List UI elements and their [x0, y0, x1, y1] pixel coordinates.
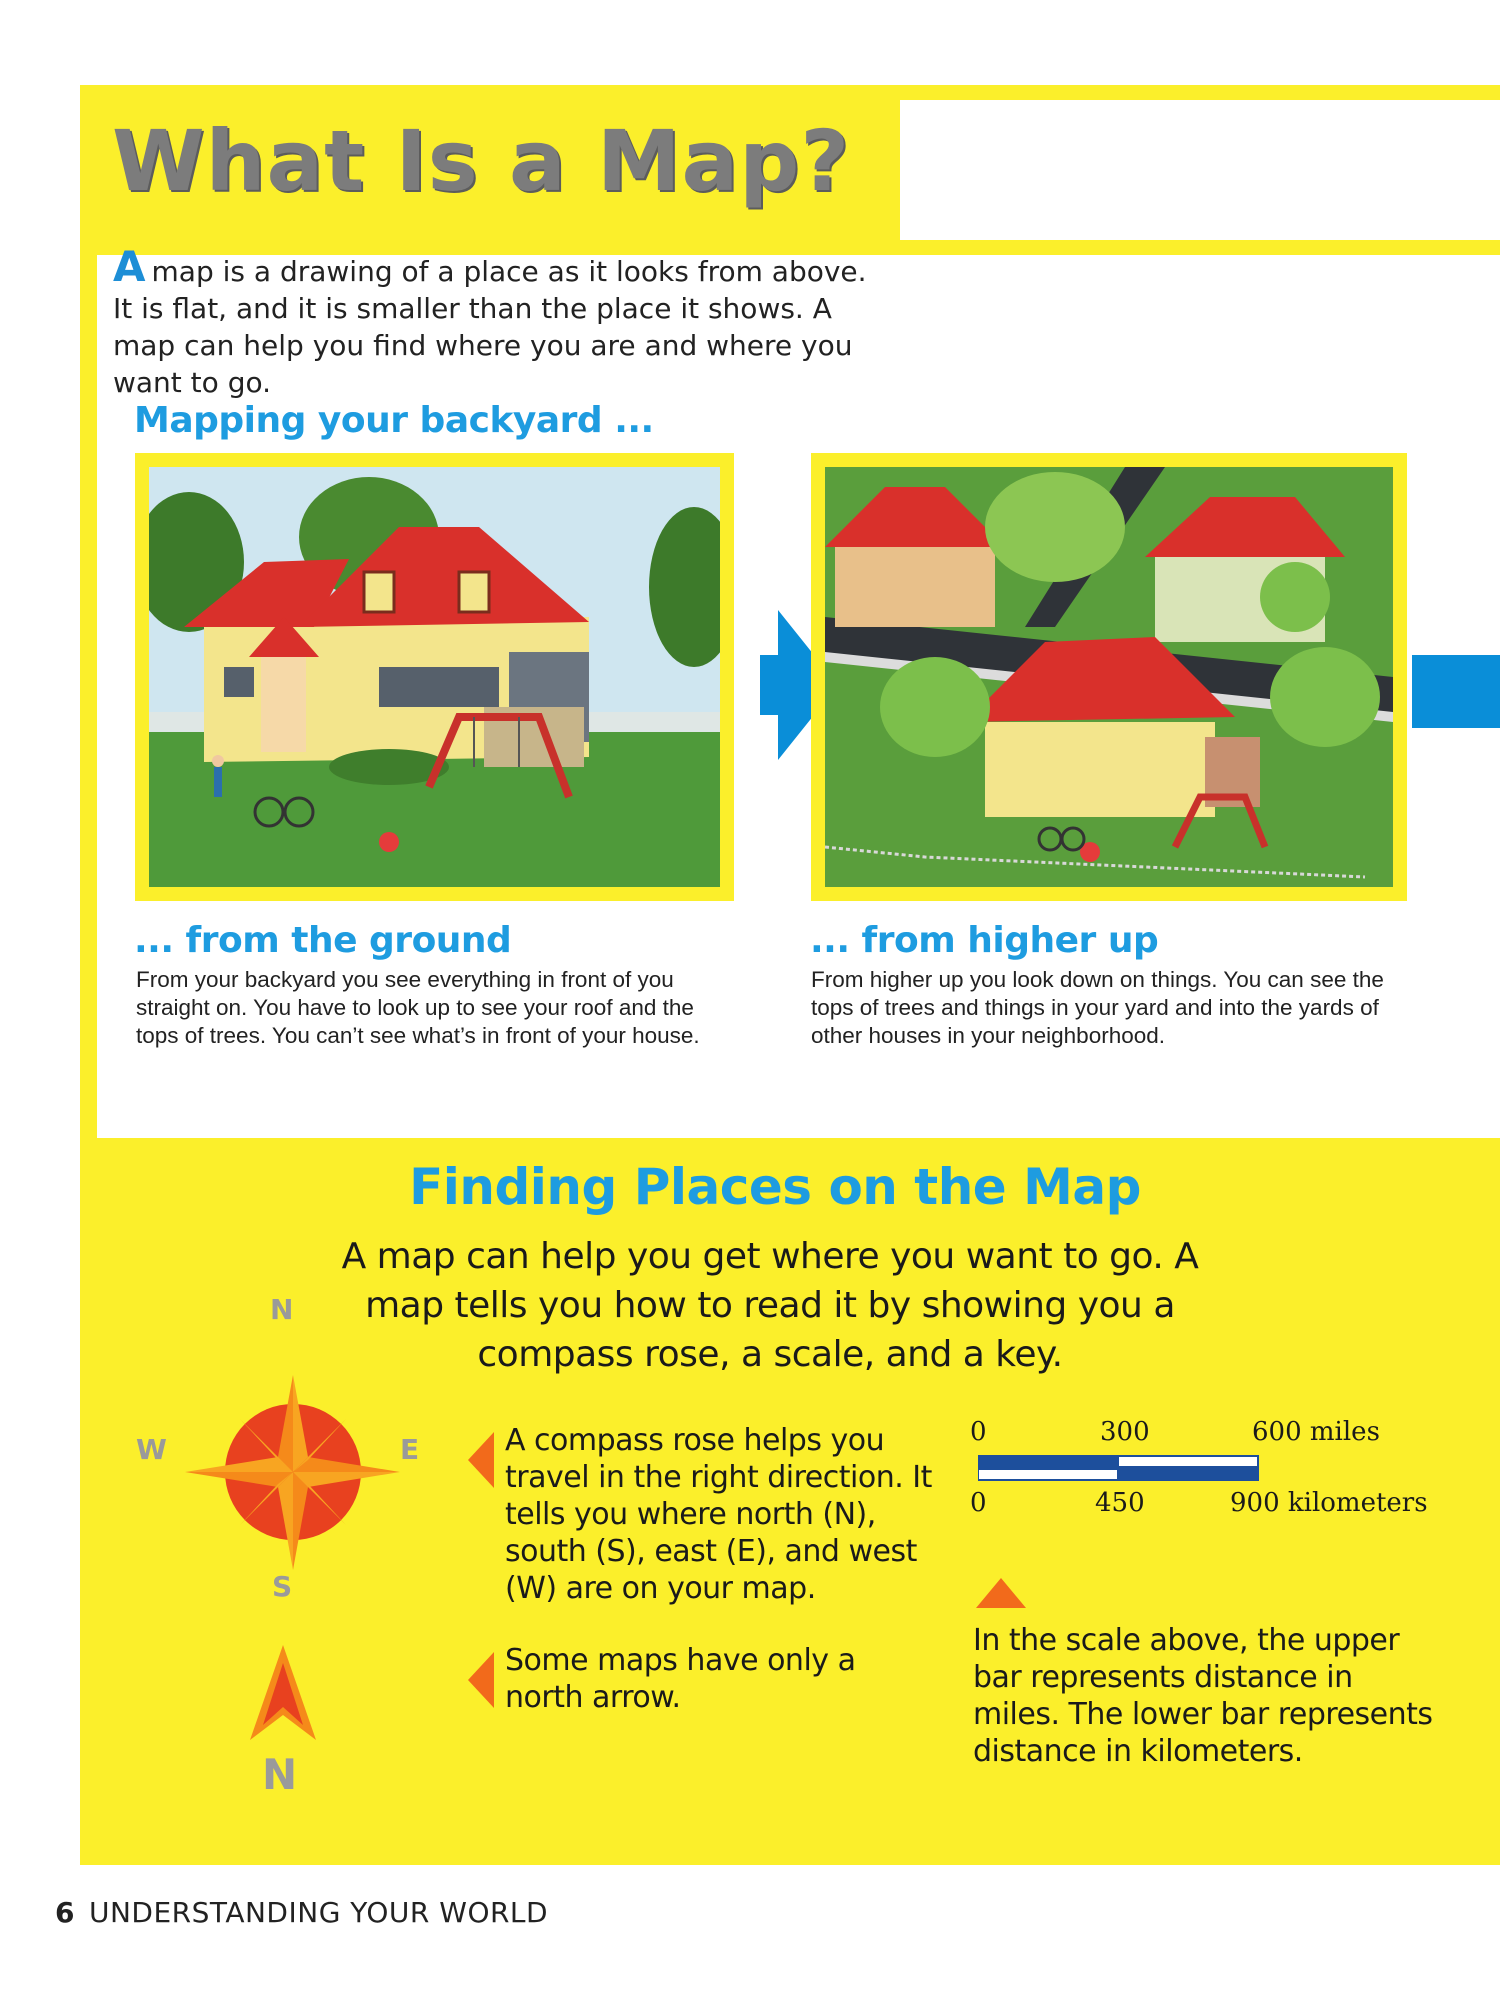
arrow-continuation [1412, 655, 1500, 728]
ground-view-illustration [135, 453, 734, 901]
section-name: UNDERSTANDING YOUR WORLD [88, 1896, 549, 1929]
scale-miles-0: 0 [970, 1417, 987, 1447]
scale-miles-300: 300 [1100, 1417, 1150, 1447]
intro-dropcap: A [113, 242, 146, 291]
page-footer [55, 1896, 548, 1929]
north-arrow-label: N [262, 1750, 298, 1799]
pointer-left-icon [468, 1652, 494, 1708]
scale-miles-600: 600 miles [1252, 1417, 1380, 1447]
finding-places-heading: Finding Places on the Map [409, 1158, 1141, 1216]
compass-w-label: W [136, 1433, 167, 1466]
higher-view-illustration [811, 453, 1407, 901]
scale-description: In the scale above, the upper bar represents distance in miles. The lower bar represents distance in kilometers. [973, 1623, 1433, 1769]
ground-view-heading: ... from the ground [134, 920, 512, 961]
north-arrow-icon [248, 1645, 318, 1745]
intro-text: map is a drawing of a place as it looks from above. It is flat, and it is smaller than the place it shows. A map can help you find where you are and where you want to go. [113, 255, 867, 399]
finding-places-intro: A map can help you get where you want to go. A map tells you how to read it by showing you a compass rose, a scale, and a key. [341, 1236, 1199, 1375]
scale-km-450: 450 [1095, 1488, 1145, 1518]
ground-view-drawing [149, 467, 720, 887]
page-title: What Is a Map? [112, 112, 851, 210]
higher-view-caption: From higher up you look down on things. You can see the tops of trees and things in your yard and into the yards of other houses in your neighborhood. [811, 967, 1384, 1048]
pointer-left-icon [468, 1432, 494, 1488]
higher-view-drawing [825, 467, 1393, 887]
intro-paragraph [113, 242, 893, 401]
scale-km-0: 0 [970, 1488, 987, 1518]
compass-rose-description: A compass rose helps you travel in the right direction. It tells you where north (N), south (S), east (E), and west (W) are on your map. [505, 1423, 932, 1606]
compass-e-label: E [400, 1433, 420, 1466]
north-arrow-description: Some maps have only a north arrow. [505, 1643, 856, 1715]
compass-s-label: S [272, 1570, 293, 1603]
distance-scale-bar [978, 1455, 1283, 1485]
ground-view-caption: From your backyard you see everything in front of you straight on. You have to look up to see your roof and the tops of trees. You can’t see what’s in front of your house. [136, 967, 700, 1048]
backyard-heading: Mapping your backyard ... [134, 400, 654, 441]
scale-km-900: 900 kilometers [1230, 1488, 1428, 1518]
title-band-white [900, 100, 1500, 240]
compass-n-label: N [270, 1293, 294, 1326]
page-number: 6 [55, 1896, 75, 1929]
pointer-up-icon [976, 1578, 1026, 1608]
higher-view-heading: ... from higher up [810, 920, 1159, 961]
